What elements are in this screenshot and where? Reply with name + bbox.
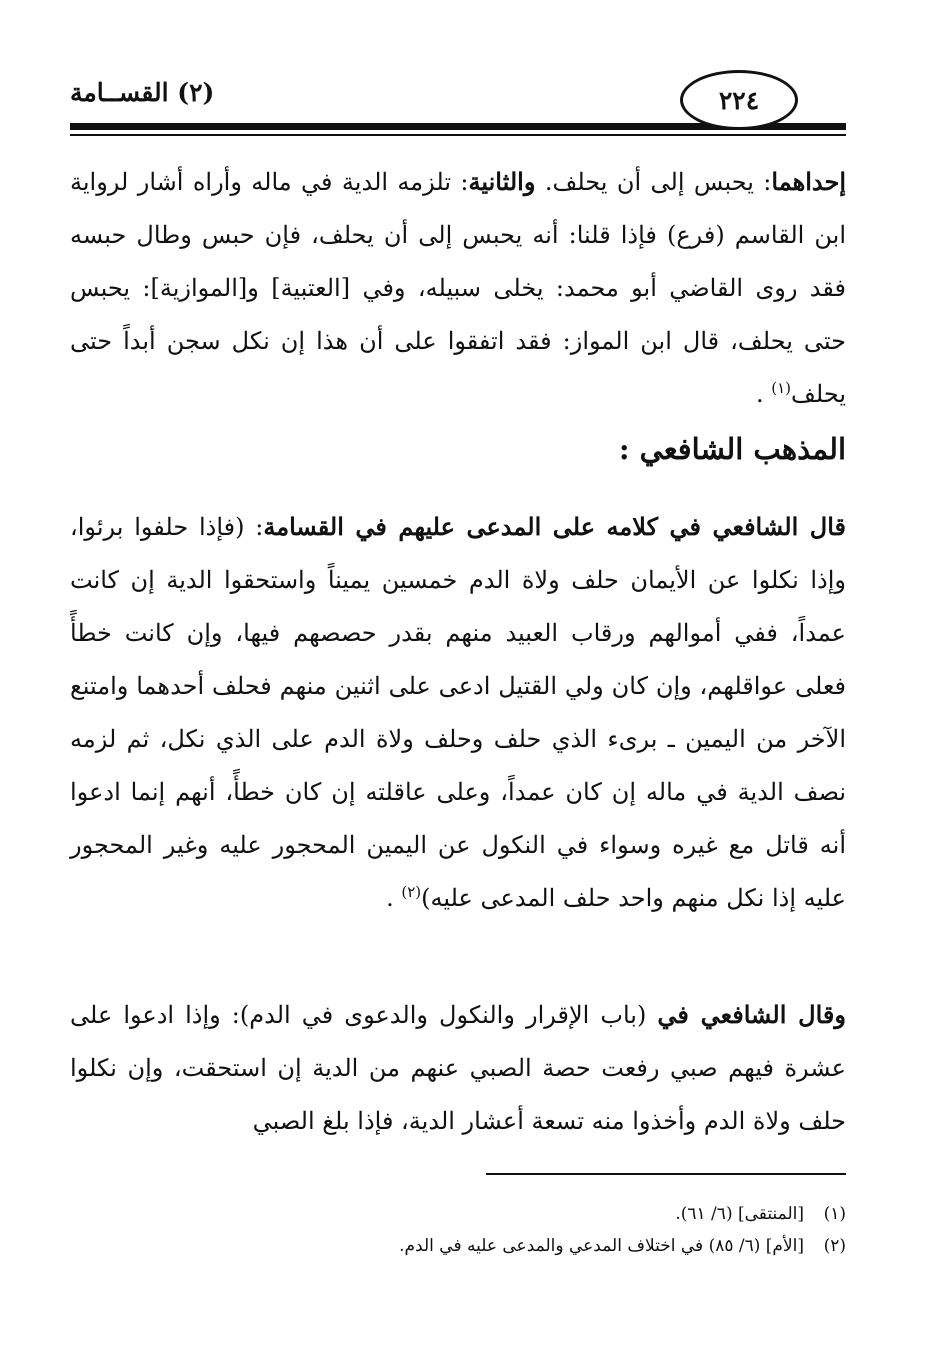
paragraph-end: .	[386, 884, 402, 912]
paragraph-end: .	[755, 380, 772, 408]
paragraph-maliki-opinions	[70, 155, 846, 421]
paragraph-shafii-qasama	[70, 500, 846, 925]
footnote-text: [الأم] (٦/ ٨٥) في اختلاف المدعي والمدعى عليه في الدم.	[399, 1236, 804, 1256]
running-title: (٢) القســامة	[70, 78, 215, 107]
footnote-ref-2[interactable]: (٢)	[401, 883, 422, 901]
footnote-item	[70, 1230, 846, 1262]
footnotes	[70, 1198, 846, 1262]
quote-shafii: : (فإذا حلفوا برئوا، وإذا نكلوا عن الأيمان حلف ولاة الدم خمسين يميناً واستحقوا الدية إن كانت عمداً، ففي أموالهم ورقاب العبيد منهم بقدر حصصهم فيها، وإن كانت خطأً فعلى عواقلهم، وإن كان ولي القتيل ادعى على اثنين منهم فحلف أحدهما وامتنع الآخر من اليمين ـ برىء الذي حلف وحلف ولاة الدم على الذي نكل، ثم لزمه نصف الدية في ماله إن كان عمداً، وعلى عاقلته إن كان خطأً، أنهم إنما ادعوا أنه قاتل مع غيره وسواء في النكول عن اليمين المحجور عليه وغير المحجور عليه إذا نكل منهم واحد حلف المدعى عليه)	[70, 513, 846, 912]
section-heading-shafii: المذهب الشافعي :	[618, 432, 846, 466]
paragraph-shafii-iqrar	[70, 988, 846, 1148]
footnote-number: (١)	[823, 1204, 846, 1224]
footnote-number: (٢)	[823, 1236, 846, 1256]
text-second: : تلزمه الدية في ماله وأراه أشار لرواية ابن القاسم (فرع) فإذا قلنا: أنه يحبس إلى أن يحلف، فإن حبس وطال حبسه فقد روى القاضي أبو محمد: يخلى سبيله، وفي [العتبية] و[الموازية]: يحبس حتى يحلف، قال ابن المواز: فقد اتفقوا على أن هذا إن نكل سجن أبداً حتى يحلف	[70, 168, 846, 408]
footnote-separator	[486, 1173, 846, 1175]
text-first: : يحبس إلى أن يحلف.	[544, 168, 772, 196]
footnote-ref-1[interactable]: (١)	[771, 379, 792, 397]
text-shafii-2: (باب الإقرار والنكول والدعوى في الدم): وإذا ادعوا على عشرة فيهم صبي رفعت حصة الصبي عنهم من الدية إن استحقت، وإن نكلوا حلف ولاة الدم وأخذوا منه تسعة أعشار الدية، فإذا بلغ الصبي	[70, 1001, 846, 1135]
header-rule-thin	[70, 134, 846, 136]
lead-second: والثانية	[468, 167, 536, 196]
lead-shafii-2: وقال الشافعي في	[657, 1000, 846, 1029]
page-number: ٢٢٤	[680, 70, 798, 130]
footnote-item	[70, 1198, 846, 1230]
footnote-text: [المنتقى] (٦/ ٦١).	[675, 1204, 804, 1224]
lead-shafii: قال الشافعي في كلامه على المدعى عليهم في القسامة	[263, 512, 846, 541]
lead-first: إحداهما	[771, 167, 847, 196]
